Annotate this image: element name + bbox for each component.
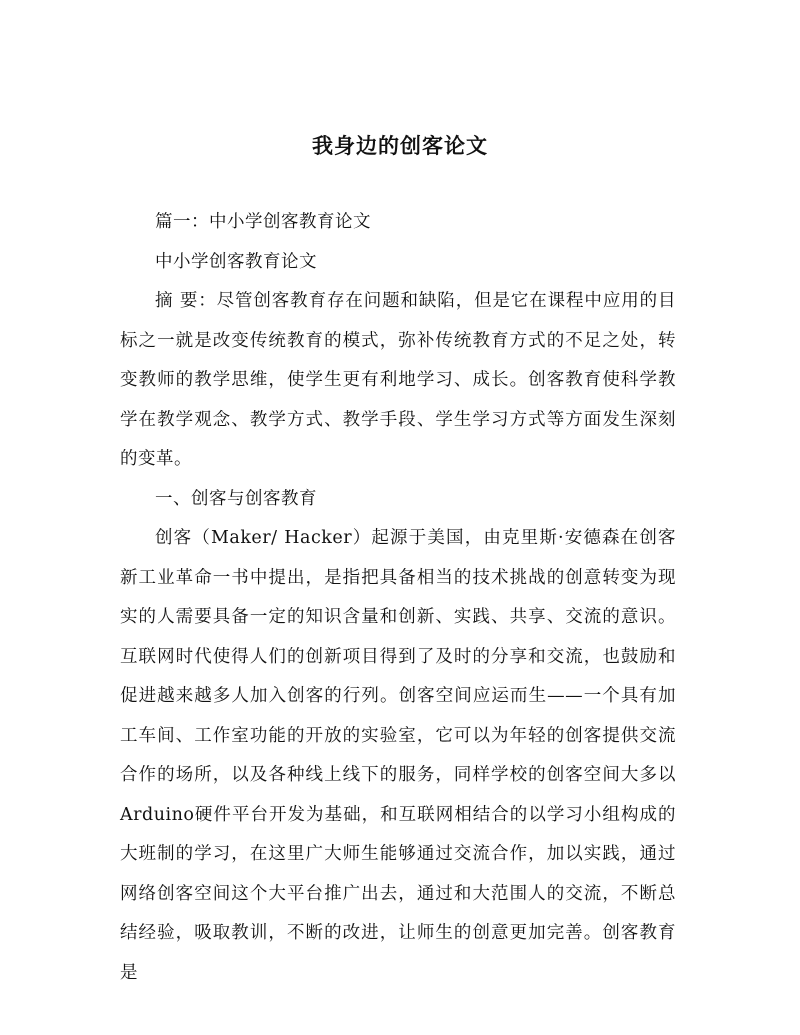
abstract-paragraph: 摘 要：尽管创客教育存在问题和缺陷，但是它在课程中应用的目标之一就是改变传统教育的模式，弥补传统教育方式的不足之处，转变教师的教学思维，使学生更有利地学习、成长。创客教育使科学教学在教学观念、教学方式、教学手段、学生学习方式等方面发生深刻的变革。 [120,291,676,469]
subsection-heading: 一、创客与创客教育 [155,488,317,509]
paper-title: 中小学创客教育论文 [155,251,317,272]
section-heading: 篇一：中小学创客教育论文 [155,212,371,232]
body-paragraph: 创客（Maker/ Hacker）起源于美国，由克里斯·安德森在创客新工业革命一书中提出，是指把具备相当的技术挑战的创意转变为现实的人需要具备一定的知识含量和创新、实践、共享、交流的意识。互联网时代使得人们的创新项目得到了及时的分享和交流，也鼓励和促进越来越多人加入创客的行列。创客空间应运而生——一个具有加工车间、工作室功能的开放的实验室，它可以为年轻的创客提供交流合作的场所，以及各种线上线下的服务，同样学校的创客空间大多以Arduino硬件平台开发为基础，和互联网相结合的以学习小组构成的大班制的学习，在这里广大师生能够通过交流合作，加以实践，通过网络创客空间这个大平台推广出去，通过和大范围人的交流，不断总结经验，吸取教训，不断的改进，让师生的创意更加完善。创客教育是 [120,528,676,983]
document-title: 我身边的创客论文 [312,134,488,158]
document-body [120,203,676,993]
